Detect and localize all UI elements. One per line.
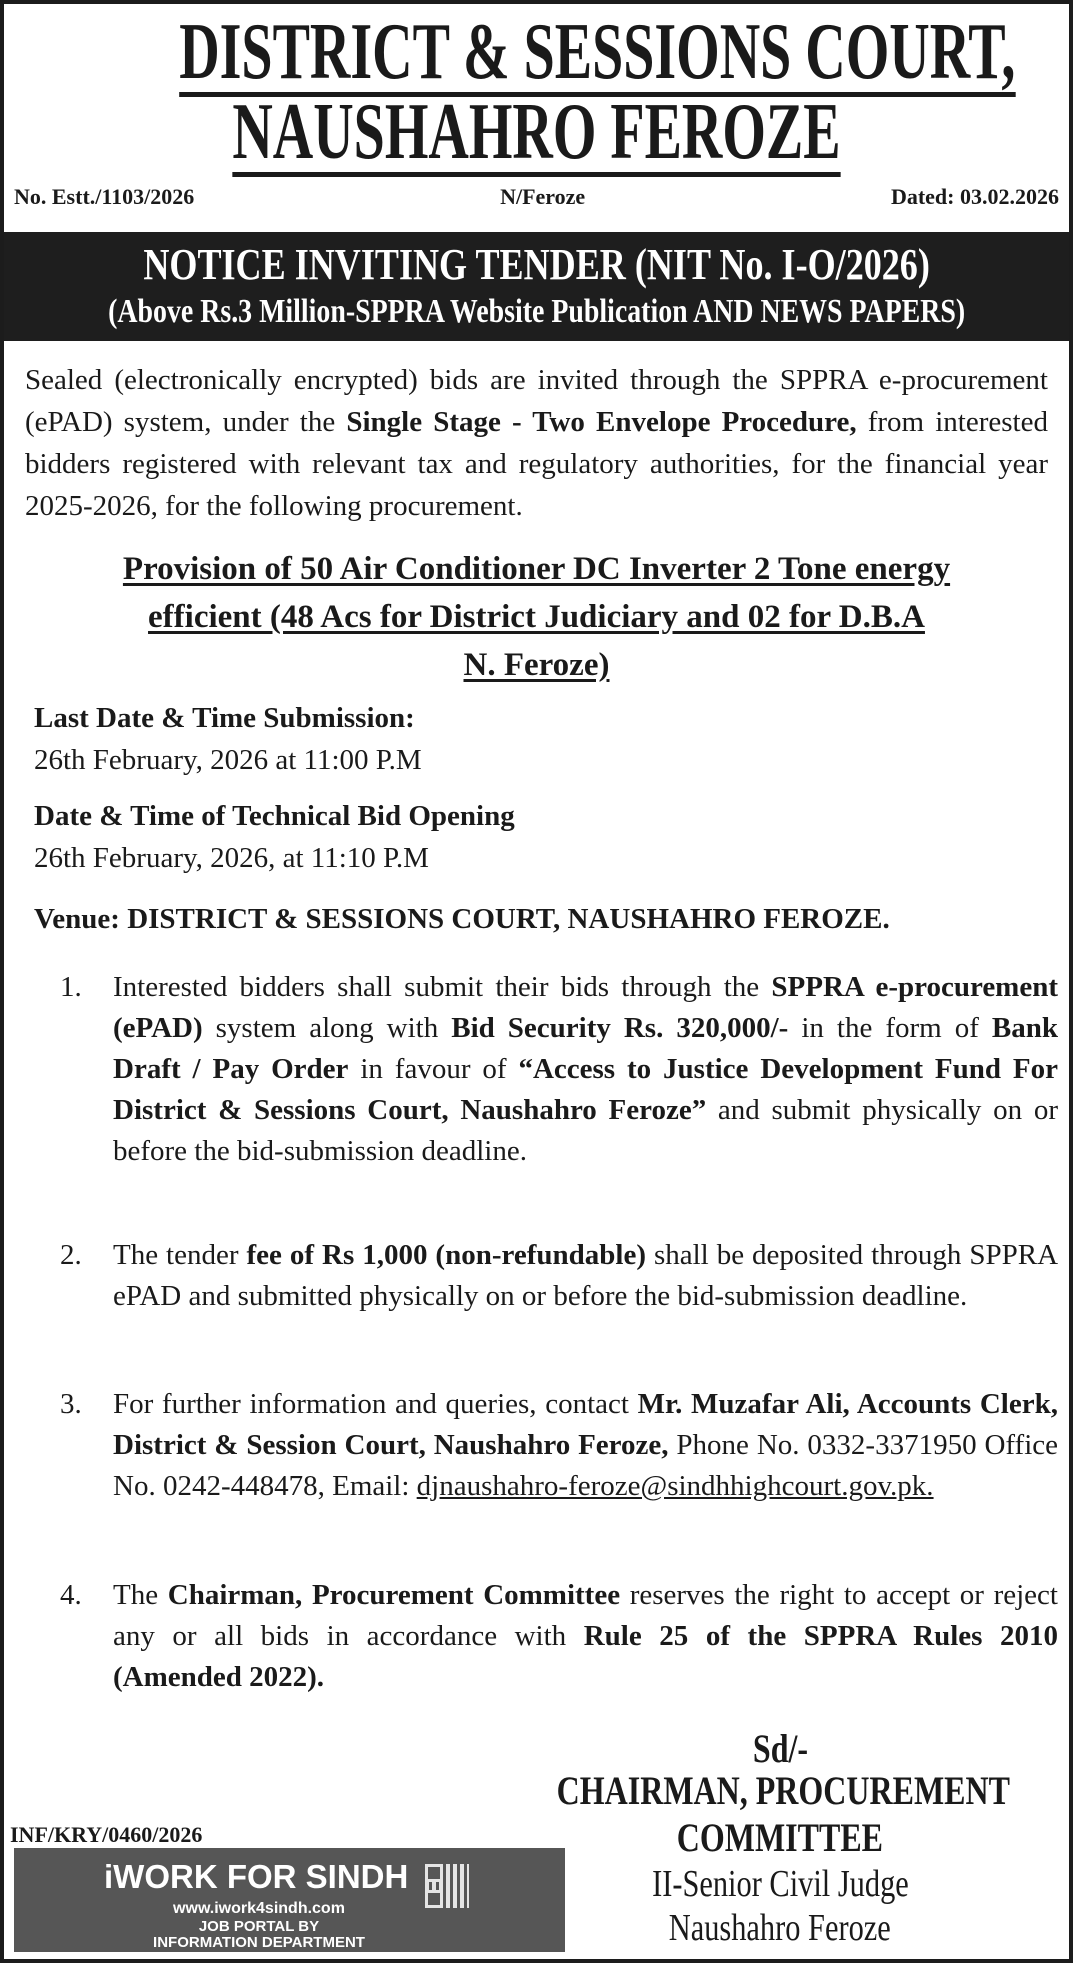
signatory-designation: II-Senior Civil Judge (651, 1863, 909, 1905)
submission-value: 26th February, 2026 at 11:00 P.M (34, 744, 422, 776)
bold-text-run: Bank Draft / Pay Order (113, 1012, 1059, 1085)
list-item (60, 1384, 1058, 1507)
venue: Venue: DISTRICT & SESSIONS COURT, NAUSHAHRO FEROZE. (34, 903, 890, 935)
intro-paragraph (25, 359, 1048, 527)
notice-subtitle: (Above Rs.3 Million-SPPRA Website Publication AND NEWS PAPERS) (107, 293, 966, 330)
list-item (60, 1575, 1058, 1698)
opening-label: Date & Time of Technical Bid Opening (34, 800, 515, 832)
procurement-heading (20, 545, 1053, 689)
text-run: in the form of (788, 1012, 992, 1044)
bold-text-run: Mr. Muzafar Ali, Accounts Clerk, District & Session Court, Naushahro Feroze, (113, 1388, 1058, 1461)
text-run: and submit physically on or before the bid-submission deadline. (113, 1094, 1058, 1167)
text-run: reserves the right to accept or reject any or all bids in accordance with (113, 1579, 1058, 1652)
text-run: from interested bidders registered with relevant tax and regulatory authorities, for the financial year 2025-2026, for the following procurement. (25, 406, 1048, 522)
bold-text-run: Single Stage - Two Envelope Procedure, (346, 406, 857, 438)
notice-banner (4, 232, 1069, 341)
bold-text-run: Rule 25 of the SPPRA Rules 2010 (Amended 2022). (113, 1620, 1058, 1693)
heading-line: N. Feroze) (463, 647, 610, 683)
bold-text-run: Bid Security Rs. 320,000/- (451, 1012, 789, 1044)
item-text (113, 967, 1058, 1172)
logo-brand: iWORK FOR SINDH (104, 1858, 409, 1895)
date: Dated: 03.02.2026 (890, 184, 1059, 209)
text-run: system along with (202, 1012, 452, 1044)
logo-url: www.iwork4sindh.com (173, 1900, 345, 1917)
iwork-for-sindh-logo (14, 1848, 565, 1952)
item-number: 4. (60, 1579, 82, 1611)
text-run: Interested bidders shall submit their bids through the (113, 971, 772, 1003)
bold-text-run: Chairman, Procurement Committee (167, 1579, 621, 1611)
text-run: The (113, 1579, 168, 1611)
bold-text-run: fee of Rs 1,000 (non-refundable) (246, 1239, 646, 1271)
signatory-location: Naushahro Feroze (668, 1907, 891, 1949)
signatory-title: CHAIRMAN, PROCUREMENT (556, 1768, 1010, 1813)
heading-line: efficient (48 Acs for District Judiciary and 02 for D.B.A (148, 599, 925, 635)
inf-reference: INF/KRY/0460/2026 (10, 1822, 203, 1847)
bold-text-run: “Access to Justice Development Fund For District & Sessions Court, Naushahro Feroze” (113, 1053, 1059, 1126)
text-run: Sealed (electronically encrypted) bids are invited through the SPPRA e-procurement (ePAD) system, under the (25, 364, 1048, 438)
submission-label: Last Date & Time Submission: (34, 702, 415, 734)
item-number: 2. (60, 1239, 82, 1271)
text-run: For further information and queries, contact (113, 1388, 638, 1420)
email-link[interactable]: djnaushahro-feroze@sindhhighcourt.gov.pk. (416, 1470, 934, 1502)
text-run: Phone No. 0332-3371950 Office No. 0242-448478, Email: (113, 1429, 1058, 1502)
item-text (113, 1235, 1058, 1317)
text-run: The tender (113, 1239, 247, 1271)
heading-line: Provision of 50 Air Conditioner DC Inverter 2 Tone energy (122, 551, 951, 587)
opening-value: 26th February, 2026, at 11:10 P.M (34, 842, 429, 874)
list-item (60, 967, 1058, 1172)
list-item (60, 1235, 1058, 1317)
text-run: shall be deposited through SPPRA ePAD and submitted physically on or before the bid-submission deadline. (113, 1239, 1059, 1312)
bold-text-run: SPPRA e-procurement (ePAD) (113, 971, 1058, 1044)
item-number: 1. (60, 971, 82, 1003)
signatory-title-cont: COMMITTEE (676, 1815, 884, 1860)
signature-sd: Sd/- (752, 1726, 808, 1771)
logo-line1: JOB PORTAL BY (198, 1918, 320, 1935)
item-text (113, 1575, 1058, 1698)
item-text (113, 1384, 1058, 1507)
place: N/Feroze (500, 184, 586, 209)
text-run: in favour of (348, 1053, 519, 1085)
reference-line (14, 184, 1059, 210)
court-title-line1: DISTRICT & SESSIONS COURT, (179, 8, 1016, 96)
logo-line2: INFORMATION DEPARTMENT (153, 1934, 365, 1951)
court-title-line2: NAUSHAHRO FEROZE (232, 88, 841, 176)
item-number: 3. (60, 1388, 82, 1420)
qr-code-icon (425, 1864, 469, 1908)
reference-number: No. Estt./1103/2026 (14, 184, 195, 209)
notice-title: NOTICE INVITING TENDER (NIT No. I-O/2026) (143, 240, 930, 289)
